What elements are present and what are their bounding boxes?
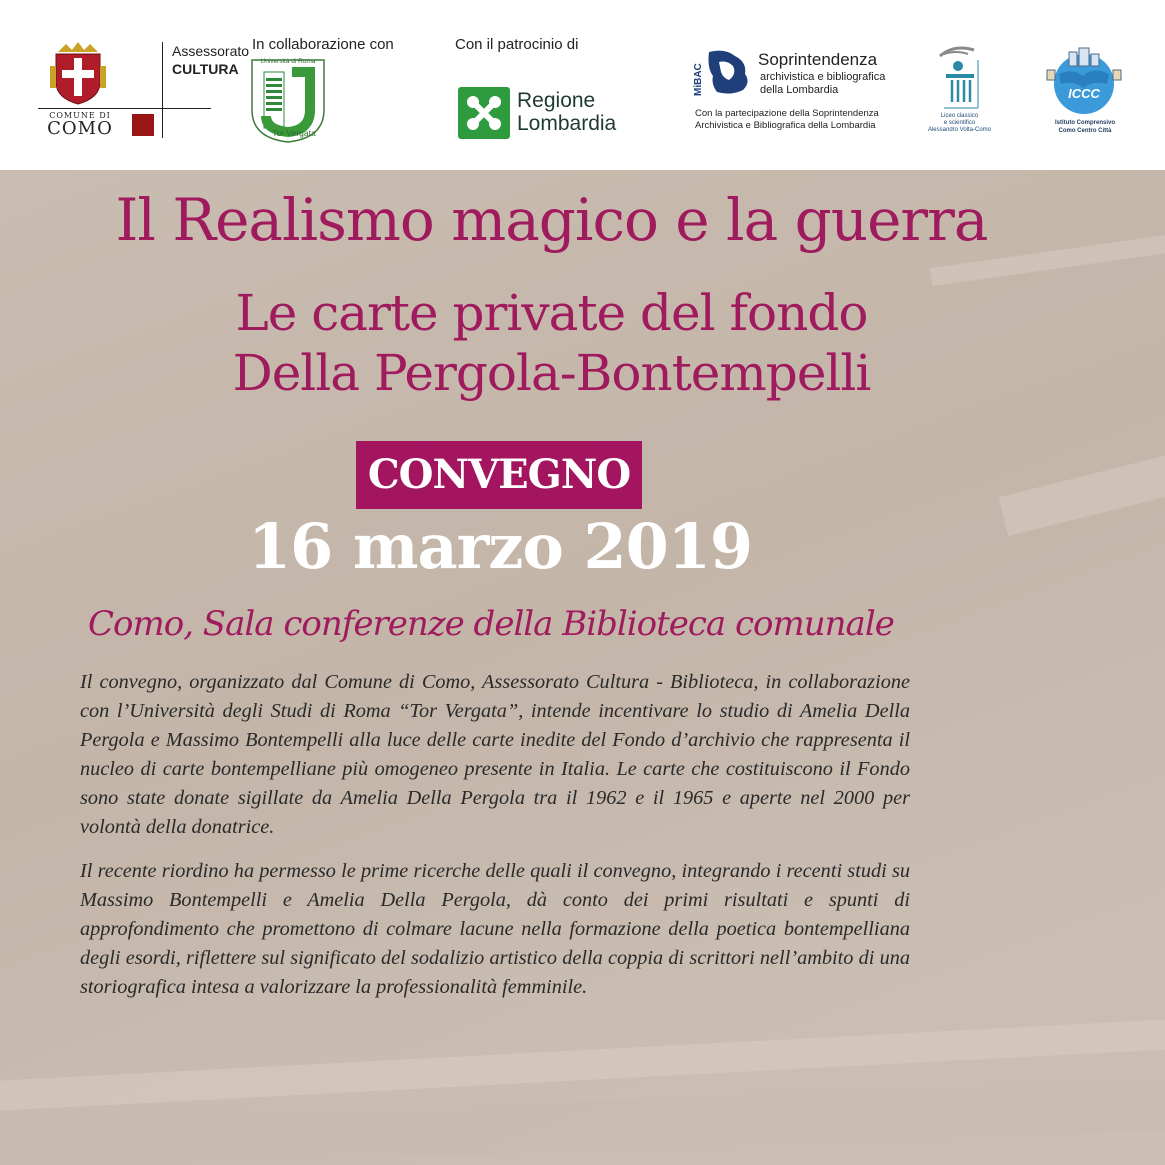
patronage-label: Con il patrocinio di xyxy=(455,36,579,53)
iccc-logo xyxy=(1043,44,1125,122)
subtitle xyxy=(0,283,1103,403)
iccc-logo-text: ICCC xyxy=(1068,86,1100,101)
sponsor-header xyxy=(0,0,1165,170)
soprintendenza-partecipazione xyxy=(695,108,879,132)
mibac-logo xyxy=(695,48,755,102)
liceo-line2: e scientifico xyxy=(943,120,976,126)
tor-vergata-bottom-text: Tor Vergata xyxy=(272,128,316,138)
event-date: 16 marzo 2019 xyxy=(248,510,753,583)
iccc-globe-icon xyxy=(1043,44,1125,118)
comune-como-logo xyxy=(38,38,250,143)
como-comune-di-label: COMUNE DI xyxy=(49,111,111,120)
tor-vergata-logo xyxy=(250,58,326,148)
iccc-line2: Como Centro Città xyxy=(1058,128,1112,134)
liceo-volta-logo xyxy=(938,44,984,114)
mibac-label: MiBAC xyxy=(693,63,704,96)
regione-line: Regione xyxy=(517,89,596,112)
subtitle-line2: Della Pergola-Bontempelli xyxy=(232,344,871,402)
soprintendenza-title: Soprintendenza xyxy=(758,50,878,69)
como-shield-icon xyxy=(50,42,106,106)
description-paragraph-2: Il recente riordino ha permesso le prime ricerche delle quali il convegno, integrando i recenti studi su Massimo Bontempelli e Amelia Della Pergola, dà conto dei primi risultati e spunti di approfondimento che promettono di colmare lacune nella formazione della poetica bontempelliana degli esordi, riflettere sul significato del sodalizio artistico della coppia di scrittori nell’ambito di una storiografica intesa a valorizzare la professionalità femminile. xyxy=(80,860,910,998)
iccc-text xyxy=(1050,119,1120,135)
soprintendenza-subtitle xyxy=(760,71,885,97)
como-red-square xyxy=(132,114,154,136)
partecipazione-line2: Archivistica e Bibliografica della Lombardia xyxy=(695,120,876,131)
soprintendenza-sub2: della Lombardia xyxy=(760,84,839,96)
lombardia-line: Lombardia xyxy=(517,112,617,135)
regione-lombardia-mark xyxy=(458,87,510,139)
soprintendenza-sub1: archivistica e bibliografica xyxy=(760,71,886,83)
partecipazione-line1: Con la partecipazione della Soprintendenza xyxy=(695,108,879,119)
como-name-label: COMO xyxy=(47,118,113,139)
description-paragraph-1: Il convegno, organizzato dal Comune di Como, Assessorato Cultura - Biblioteca, in collaborazione con l’Università degli Studi di Roma “Tor Vergata”, intende incentivare lo studio di Amelia Della Pergola e Massimo Bontempelli alla luce delle carte inedite del Fondo d’archivio che rappresenta il nucleo di carte bontempelliane più omogeneo presente in Italia. Le carte che costituiscono il Fondo sono state donate sigillate da Amelia Della Pergola tra il 1962 e il 1965 e aperte nel 2000 per volontà della donatrice. xyxy=(80,671,910,838)
convegno-badge: CONVEGNO xyxy=(356,441,642,509)
event-venue: Como, Sala conferenze della Biblioteca comunale xyxy=(88,604,894,644)
assessorato-label xyxy=(172,42,249,78)
main-title: Il Realismo magico e la guerra xyxy=(115,186,988,254)
subtitle-line1: Le carte private del fondo xyxy=(235,284,868,342)
regione-lombardia-text xyxy=(517,89,616,135)
assessorato-line: Assessorato xyxy=(172,43,250,59)
liceo-line3: Alessandro Volta-Como xyxy=(927,127,992,133)
regione-lombardia-icon xyxy=(458,87,510,139)
bg-streak xyxy=(998,444,1165,536)
liceo-column-icon xyxy=(938,44,984,110)
liceo-line1: Liceo classico xyxy=(940,113,979,119)
iccc-line1: Istituto Comprensivo xyxy=(1054,120,1115,126)
cultura-line: CULTURA xyxy=(172,61,239,77)
liceo-volta-text xyxy=(922,113,997,134)
como-divider-horizontal xyxy=(38,108,211,109)
tor-vergata-top-text: Università di Roma xyxy=(260,58,316,65)
collaboration-label: In collaborazione con xyxy=(252,36,394,53)
como-divider-vertical xyxy=(162,42,163,138)
